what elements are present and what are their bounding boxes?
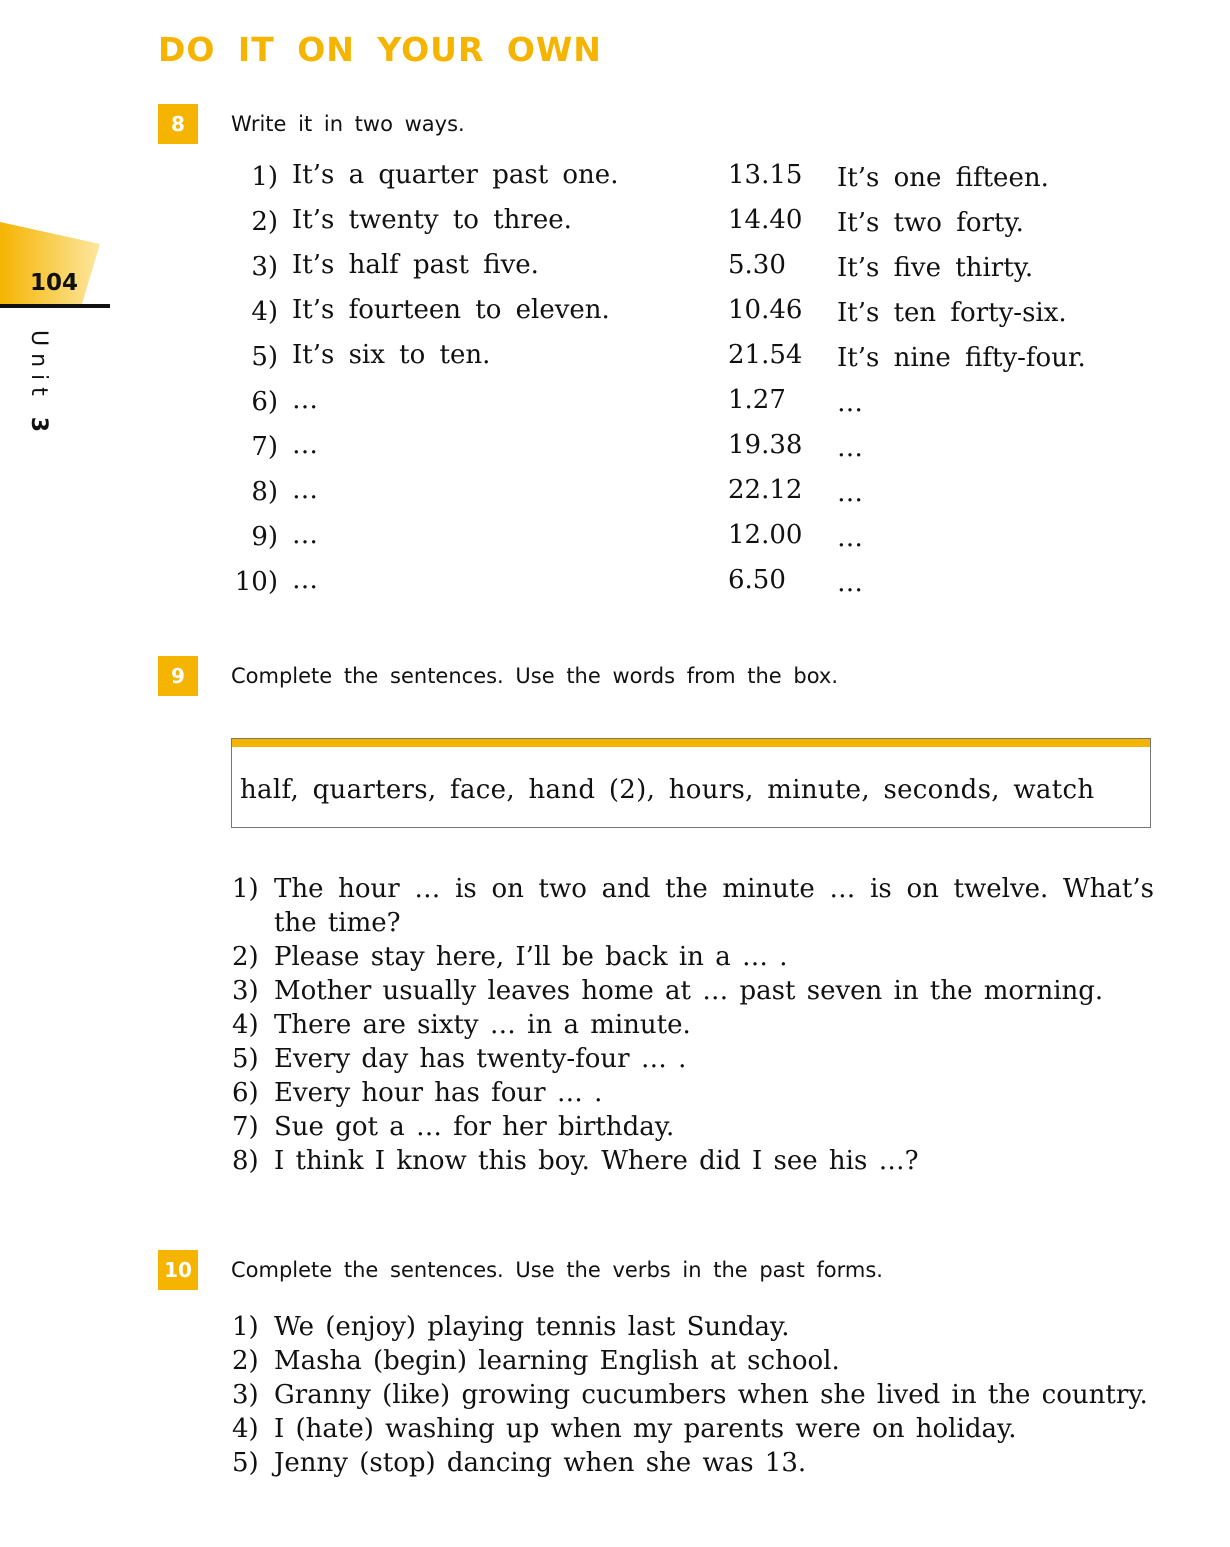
- table-row: [230, 385, 1150, 430]
- digital-time: 22.12: [728, 475, 803, 505]
- section-title: DO IT ON YOUR OWN: [158, 30, 602, 69]
- digital-time: 19.38: [728, 430, 803, 460]
- table-row: [230, 250, 1150, 295]
- item-text: There are sixty … in a minute.: [274, 1010, 691, 1040]
- time-answer: …: [837, 568, 863, 598]
- exercise-8-badge: 8: [158, 104, 198, 144]
- item-text: Granny (like) growing cucumbers when she lived in the country.: [274, 1380, 1148, 1410]
- item-number: 7): [232, 1112, 259, 1142]
- item-text: Please stay here, I’ll be back in a … .: [274, 942, 788, 972]
- item-number: 2): [232, 942, 259, 972]
- digital-time: 13.15: [728, 160, 803, 190]
- time-phrase: It’s half past five.: [292, 250, 539, 280]
- row-number: 2): [251, 207, 278, 237]
- page-number: 104: [30, 270, 79, 296]
- item-number: 3): [232, 976, 259, 1006]
- exercise-8-instruction: Write it in two ways.: [231, 112, 465, 136]
- digital-time: 1.27: [728, 385, 786, 415]
- item-number: 4): [232, 1010, 259, 1040]
- digital-time: 5.30: [728, 250, 786, 280]
- item-number: 5): [232, 1044, 259, 1074]
- list-item: [232, 872, 1154, 940]
- list-item: [232, 940, 1154, 974]
- time-phrase: It’s twenty to three.: [292, 205, 572, 235]
- row-number: 4): [251, 297, 278, 327]
- row-number: 9): [251, 522, 278, 552]
- exercise-9-sentences: [232, 872, 1154, 1178]
- digital-time: 21.54: [728, 340, 803, 370]
- item-text: I (hate) washing up when my parents were on holiday.: [274, 1414, 1017, 1444]
- unit-number: 3: [26, 416, 51, 440]
- digital-time: 12.00: [728, 520, 803, 550]
- list-item: [232, 1378, 1154, 1412]
- item-number: 4): [232, 1414, 259, 1444]
- row-number: 3): [251, 252, 278, 282]
- exercise-10-sentences: [232, 1310, 1154, 1480]
- row-number: 6): [251, 387, 278, 417]
- table-row: [230, 160, 1150, 205]
- time-phrase: …: [292, 475, 318, 505]
- unit-word: Unit: [26, 330, 51, 403]
- table-row: [230, 565, 1150, 610]
- row-number: 5): [251, 342, 278, 372]
- item-number: 3): [232, 1380, 259, 1410]
- exercise-8-table: [230, 160, 1150, 610]
- list-item: [232, 1008, 1154, 1042]
- word-box-words: half, quarters, face, hand (2), hours, minute, seconds, watch: [240, 775, 1095, 805]
- row-number: 8): [251, 477, 278, 507]
- table-row: [230, 475, 1150, 520]
- time-phrase: …: [292, 430, 318, 460]
- item-number: 6): [232, 1078, 259, 1108]
- unit-label: [26, 330, 51, 439]
- page-tab-marker: [0, 222, 105, 312]
- time-phrase: …: [292, 565, 318, 595]
- digital-time: 6.50: [728, 565, 786, 595]
- table-row: [230, 295, 1150, 340]
- item-text: Jenny (stop) dancing when she was 13.: [274, 1448, 807, 1478]
- item-text: Masha (begin) learning English at school.: [274, 1346, 840, 1376]
- digital-time: 10.46: [728, 295, 803, 325]
- table-row: [230, 340, 1150, 385]
- time-phrase: …: [292, 385, 318, 415]
- list-item: [232, 1076, 1154, 1110]
- list-item: [232, 1042, 1154, 1076]
- exercise-10-badge: 10: [158, 1250, 198, 1290]
- time-answer: It’s one fifteen.: [837, 163, 1049, 193]
- row-number: 1): [251, 162, 278, 192]
- list-item: [232, 1110, 1154, 1144]
- time-phrase: …: [292, 520, 318, 550]
- time-phrase: It’s fourteen to eleven.: [292, 295, 610, 325]
- item-text: Sue got a … for her birthday.: [274, 1112, 675, 1142]
- exercise-9-instruction: Complete the sentences. Use the words from the box.: [231, 664, 839, 688]
- list-item: [232, 1310, 1154, 1344]
- list-item: [232, 974, 1154, 1008]
- item-text: I think I know this boy. Where did I see his …?: [274, 1146, 919, 1176]
- row-number: 10): [234, 567, 278, 597]
- time-answer: It’s two forty.: [837, 208, 1024, 238]
- item-text: We (enjoy) playing tennis last Sunday.: [274, 1312, 790, 1342]
- word-box: [231, 738, 1151, 828]
- list-item: [232, 1144, 1154, 1178]
- time-answer: …: [837, 433, 863, 463]
- item-number: 5): [232, 1448, 259, 1478]
- digital-time: 14.40: [728, 205, 803, 235]
- item-text: Mother usually leaves home at … past seven in the morning.: [274, 976, 1104, 1006]
- time-phrase: It’s a quarter past one.: [292, 160, 619, 190]
- time-phrase: It’s six to ten.: [292, 340, 491, 370]
- time-answer: …: [837, 478, 863, 508]
- item-number: 2): [232, 1346, 259, 1376]
- item-number: 1): [232, 874, 259, 904]
- row-number: 7): [251, 432, 278, 462]
- time-answer: It’s nine fifty-four.: [837, 343, 1086, 373]
- table-row: [230, 520, 1150, 565]
- item-text: Every hour has four … .: [274, 1078, 603, 1108]
- list-item: [232, 1446, 1154, 1480]
- item-text: The hour … is on two and the minute … is on twelve. What’s the time?: [274, 874, 1154, 938]
- exercise-10-instruction: Complete the sentences. Use the verbs in the past forms.: [231, 1258, 883, 1282]
- exercise-9-badge: 9: [158, 656, 198, 696]
- time-answer: …: [837, 523, 863, 553]
- item-number: 1): [232, 1312, 259, 1342]
- time-answer: It’s five thirty.: [837, 253, 1034, 283]
- item-text: Every day has twenty-four … .: [274, 1044, 687, 1074]
- item-number: 8): [232, 1146, 259, 1176]
- time-answer: It’s ten forty-six.: [837, 298, 1067, 328]
- table-row: [230, 205, 1150, 250]
- time-answer: …: [837, 388, 863, 418]
- list-item: [232, 1344, 1154, 1378]
- page-divider: [0, 304, 110, 308]
- table-row: [230, 430, 1150, 475]
- list-item: [232, 1412, 1154, 1446]
